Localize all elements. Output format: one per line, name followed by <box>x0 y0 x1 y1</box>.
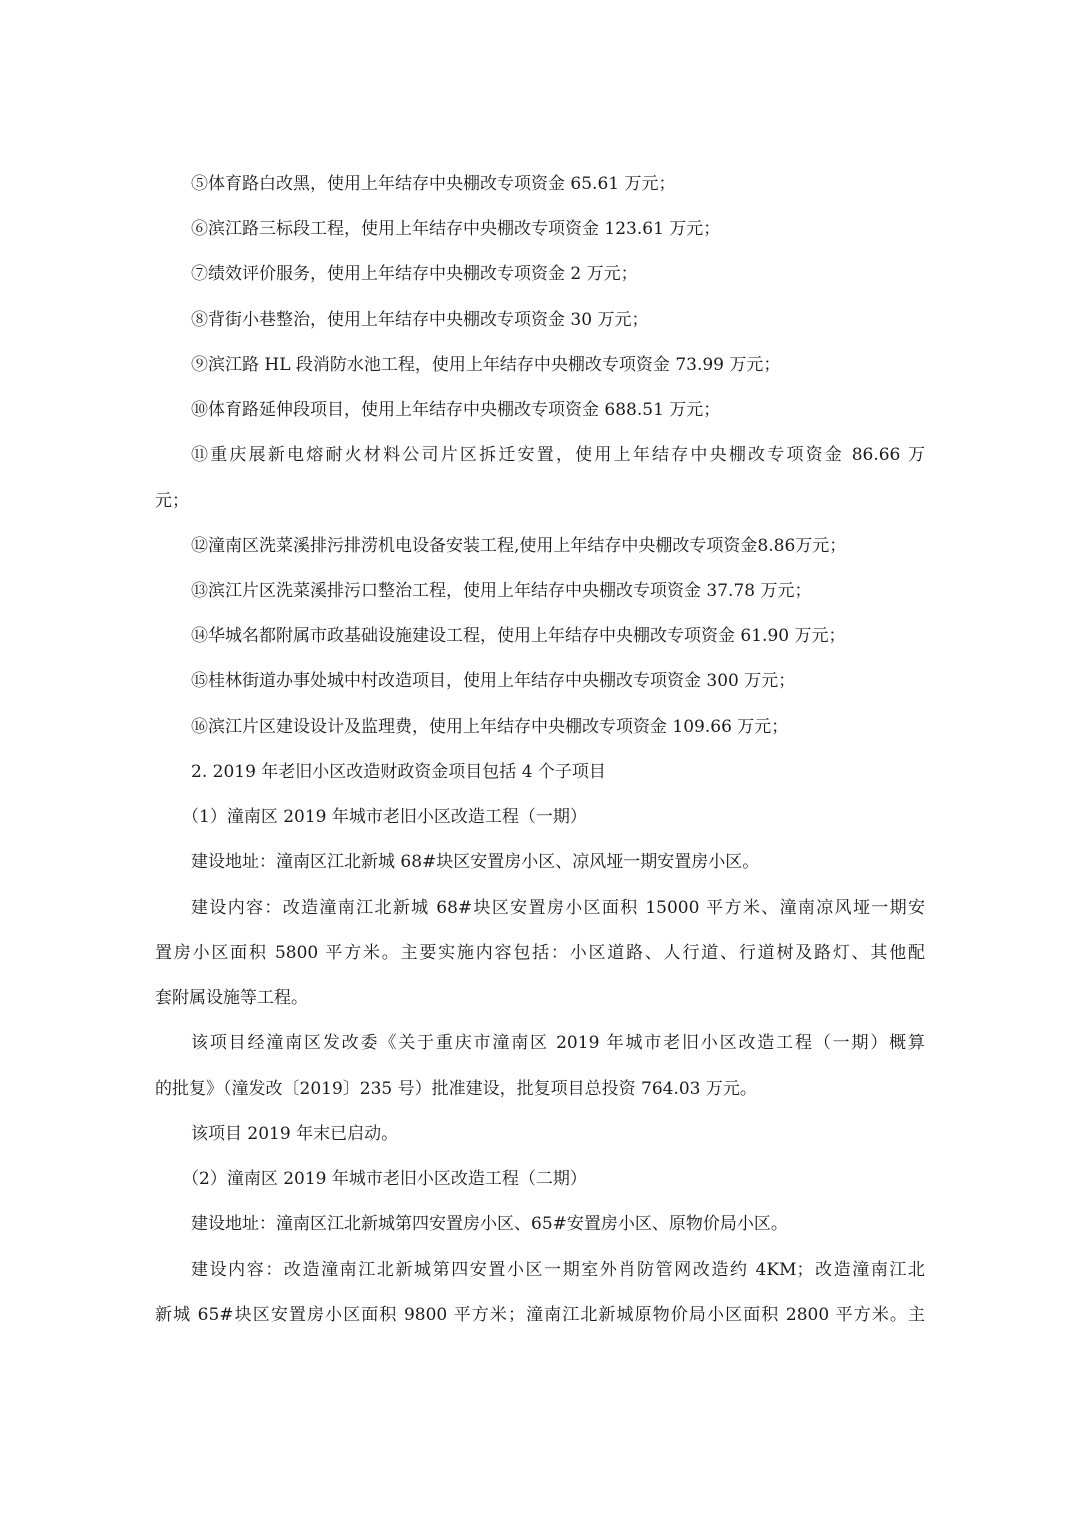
construction-content-1-line-3: 套附属设施等工程。 <box>155 988 308 1008</box>
item-15: ⑮桂林街道办事处城中村改造项目，使用上年结存中央棚改专项资金 300 万元； <box>191 671 796 691</box>
item-10: ⑩体育路延伸段项目，使用上年结存中央棚改专项资金 688.51 万元； <box>191 400 721 420</box>
construction-content-2-line-1: 建设内容：改造潼南江北新城第四安置小区一期室外肖防管网改造约 4KM；改造潼南江北 <box>191 1260 925 1280</box>
approval-1-line-2: 的批复》（潼发改〔2019〕235 号）批准建设，批复项目总投资 764.03 万元。 <box>155 1079 757 1099</box>
subproject-heading-1: （1）潼南区 2019 年城市老旧小区改造工程（一期） <box>182 807 587 827</box>
construction-content-1-line-1: 建设内容：改造潼南江北新城 68#块区安置房小区面积 15000 平方米、潼南凉风垭一期安 <box>191 898 925 918</box>
item-16: ⑯滨江片区建设设计及监理费，使用上年结存中央棚改专项资金 109.66 万元； <box>191 717 789 737</box>
construction-address-1: 建设地址：潼南区江北新城 68#块区安置房小区、凉风垭一期安置房小区。 <box>191 852 760 872</box>
construction-address-2: 建设地址：潼南区江北新城第四安置房小区、65#安置房小区、原物价局小区。 <box>191 1214 788 1234</box>
item-14: ⑭华城名都附属市政基础设施建设工程，使用上年结存中央棚改专项资金 61.90 万元； <box>191 626 846 646</box>
item-13: ⑬滨江片区洗菜溪排污口整治工程，使用上年结存中央棚改专项资金 37.78 万元； <box>191 581 812 601</box>
status-1: 该项目 2019 年末已启动。 <box>191 1124 399 1144</box>
item-12: ⑫潼南区洗菜溪排污排涝机电设备安装工程,使用上年结存中央棚改专项资金8.86万元； <box>191 536 847 556</box>
approval-1-line-1: 该项目经潼南区发改委《关于重庆市潼南区 2019 年城市老旧小区改造工程（一期）概算 <box>191 1033 925 1053</box>
construction-content-1-line-2: 置房小区面积 5800 平方米。主要实施内容包括：小区道路、人行道、行道树及路灯、其他配 <box>155 943 925 963</box>
item-11: ⑪重庆展新电熔耐火材料公司片区拆迁安置，使用上年结存中央棚改专项资金 86.66 万 <box>191 445 925 465</box>
item-8: ⑧背街小巷整治，使用上年结存中央棚改专项资金 30 万元； <box>191 310 649 330</box>
construction-content-2-line-2: 新城 65#块区安置房小区面积 9800 平方米；潼南江北新城原物价局小区面积 2800 平方米。主 <box>155 1305 925 1325</box>
section-heading-2: 2. 2019 年老旧小区改造财政资金项目包括 4 个子项目 <box>191 762 606 782</box>
item-6: ⑥滨江路三标段工程，使用上年结存中央棚改专项资金 123.61 万元； <box>191 219 721 239</box>
item-11-continued: 元； <box>155 491 189 511</box>
item-9: ⑨滨江路 HL 段消防水池工程，使用上年结存中央棚改专项资金 73.99 万元； <box>191 355 781 375</box>
item-7: ⑦绩效评价服务，使用上年结存中央棚改专项资金 2 万元； <box>191 264 638 284</box>
subproject-heading-2: （2）潼南区 2019 年城市老旧小区改造工程（二期） <box>182 1169 587 1189</box>
item-5: ⑤体育路白改黑，使用上年结存中央棚改专项资金 65.61 万元； <box>191 174 676 194</box>
